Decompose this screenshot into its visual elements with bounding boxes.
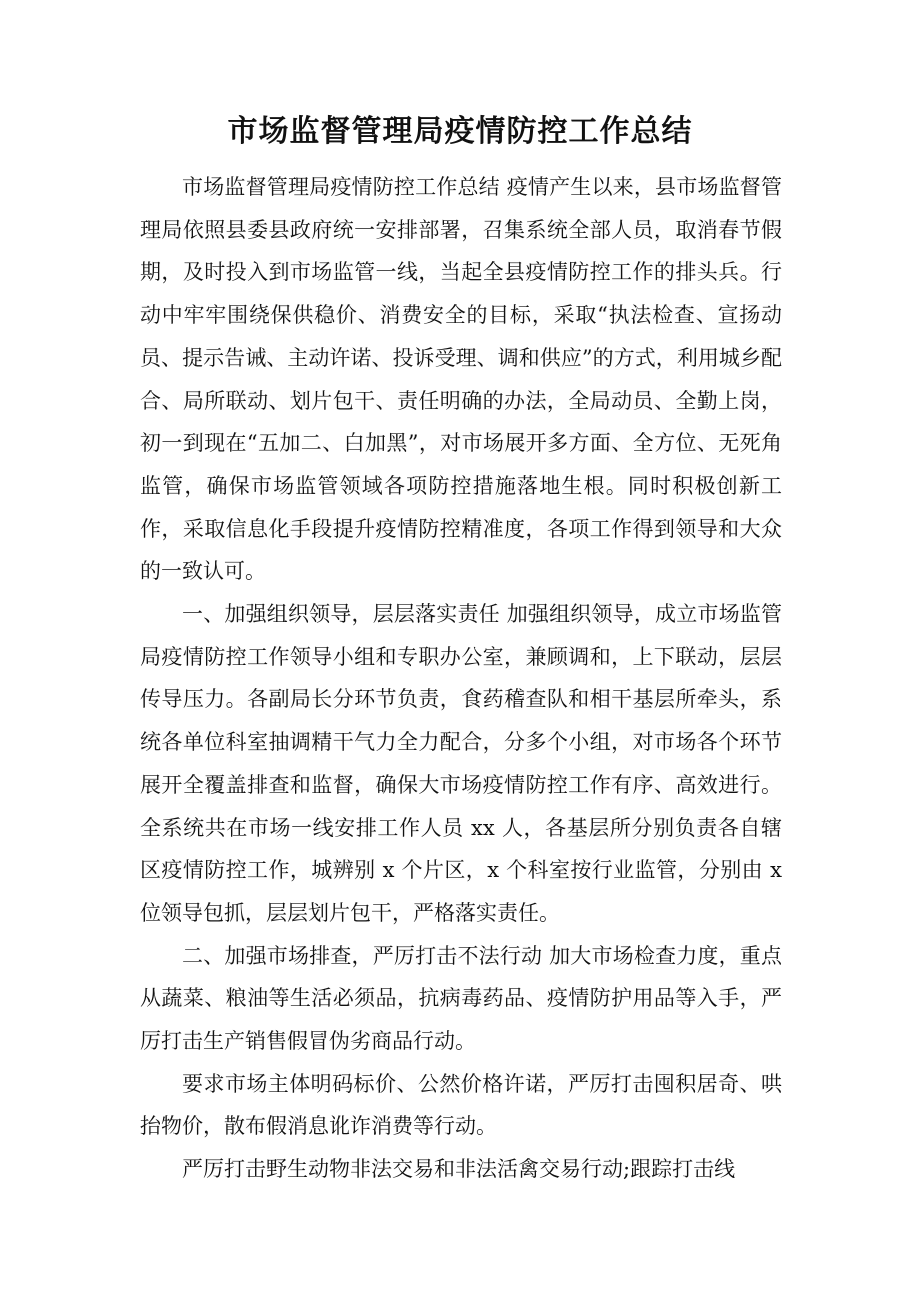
- document-body: [140, 166, 782, 1191]
- document-title: 市场监督管理局疫情防控工作总结: [227, 114, 693, 149]
- paragraph-price-control: 要求市场主体明码标价、公然价格许诺，严厉打击囤积居奇、哄抬物价，散布假消息讹诈消费等行动。: [140, 1071, 782, 1139]
- paragraph-intro: 市场监督管理局疫情防控工作总结 疫情产生以来，县市场监督管理局依照县委县政府统一安排部署，召集系统全部人员，取消春节假期，及时投入到市场监管一线，当起全县疫情防控工作的排头兵。行动中牢牢围绕保供稳价、消费安全的目标，采取“执法检查、宣扬动员、提示告诫、主动许诺、投诉受理、调和供应”的方式，利用城乡配合、局所联动、划片包干、责任明确的办法，全局动员、全勤上岗，初一到现在“五加二、白加黑”，对市场展开多方面、全方位、无死角监管，确保市场监管领域各项防控措施落地生根。同时积极创新工作，采取信息化手段提升疫情防控精准度，各项工作得到领导和大众的一致认可。: [140, 175, 782, 584]
- paragraph-section-1: 一、加强组织领导，层层落实责任 加强组织领导，成立市场监管局疫情防控工作领导小组和专职办公室，兼顾调和，上下联动，层层传导压力。各副局长分环节负责，食药稽查队和相干基层所牵头，系统各单位科室抽调精干气力全力配合，分多个小组，对市场各个环节展开全覆盖排查和监督，确保大市场疫情防控工作有序、高效进行。全系统共在市场一线安排工作人员 xx 人，各基层所分别负责各自辖区疫情防控工作，城辨别 x 个片区，x 个科室按行业监管，分别由 x 位领导包抓，层层划片包干，严格落实责任。: [140, 602, 782, 925]
- paragraph-wildlife: 严厉打击野生动物非法交易和非法活禽交易行动;跟踪打击线: [182, 1157, 736, 1182]
- paragraph-section-2: 二、加强市场排查，严厉打击不法行动 加大市场检查力度，重点从蔬菜、粮油等生活必须品，抗病毒药品、疫情防护用品等入手，严厉打击生产销售假冒伪劣商品行动。: [140, 943, 782, 1054]
